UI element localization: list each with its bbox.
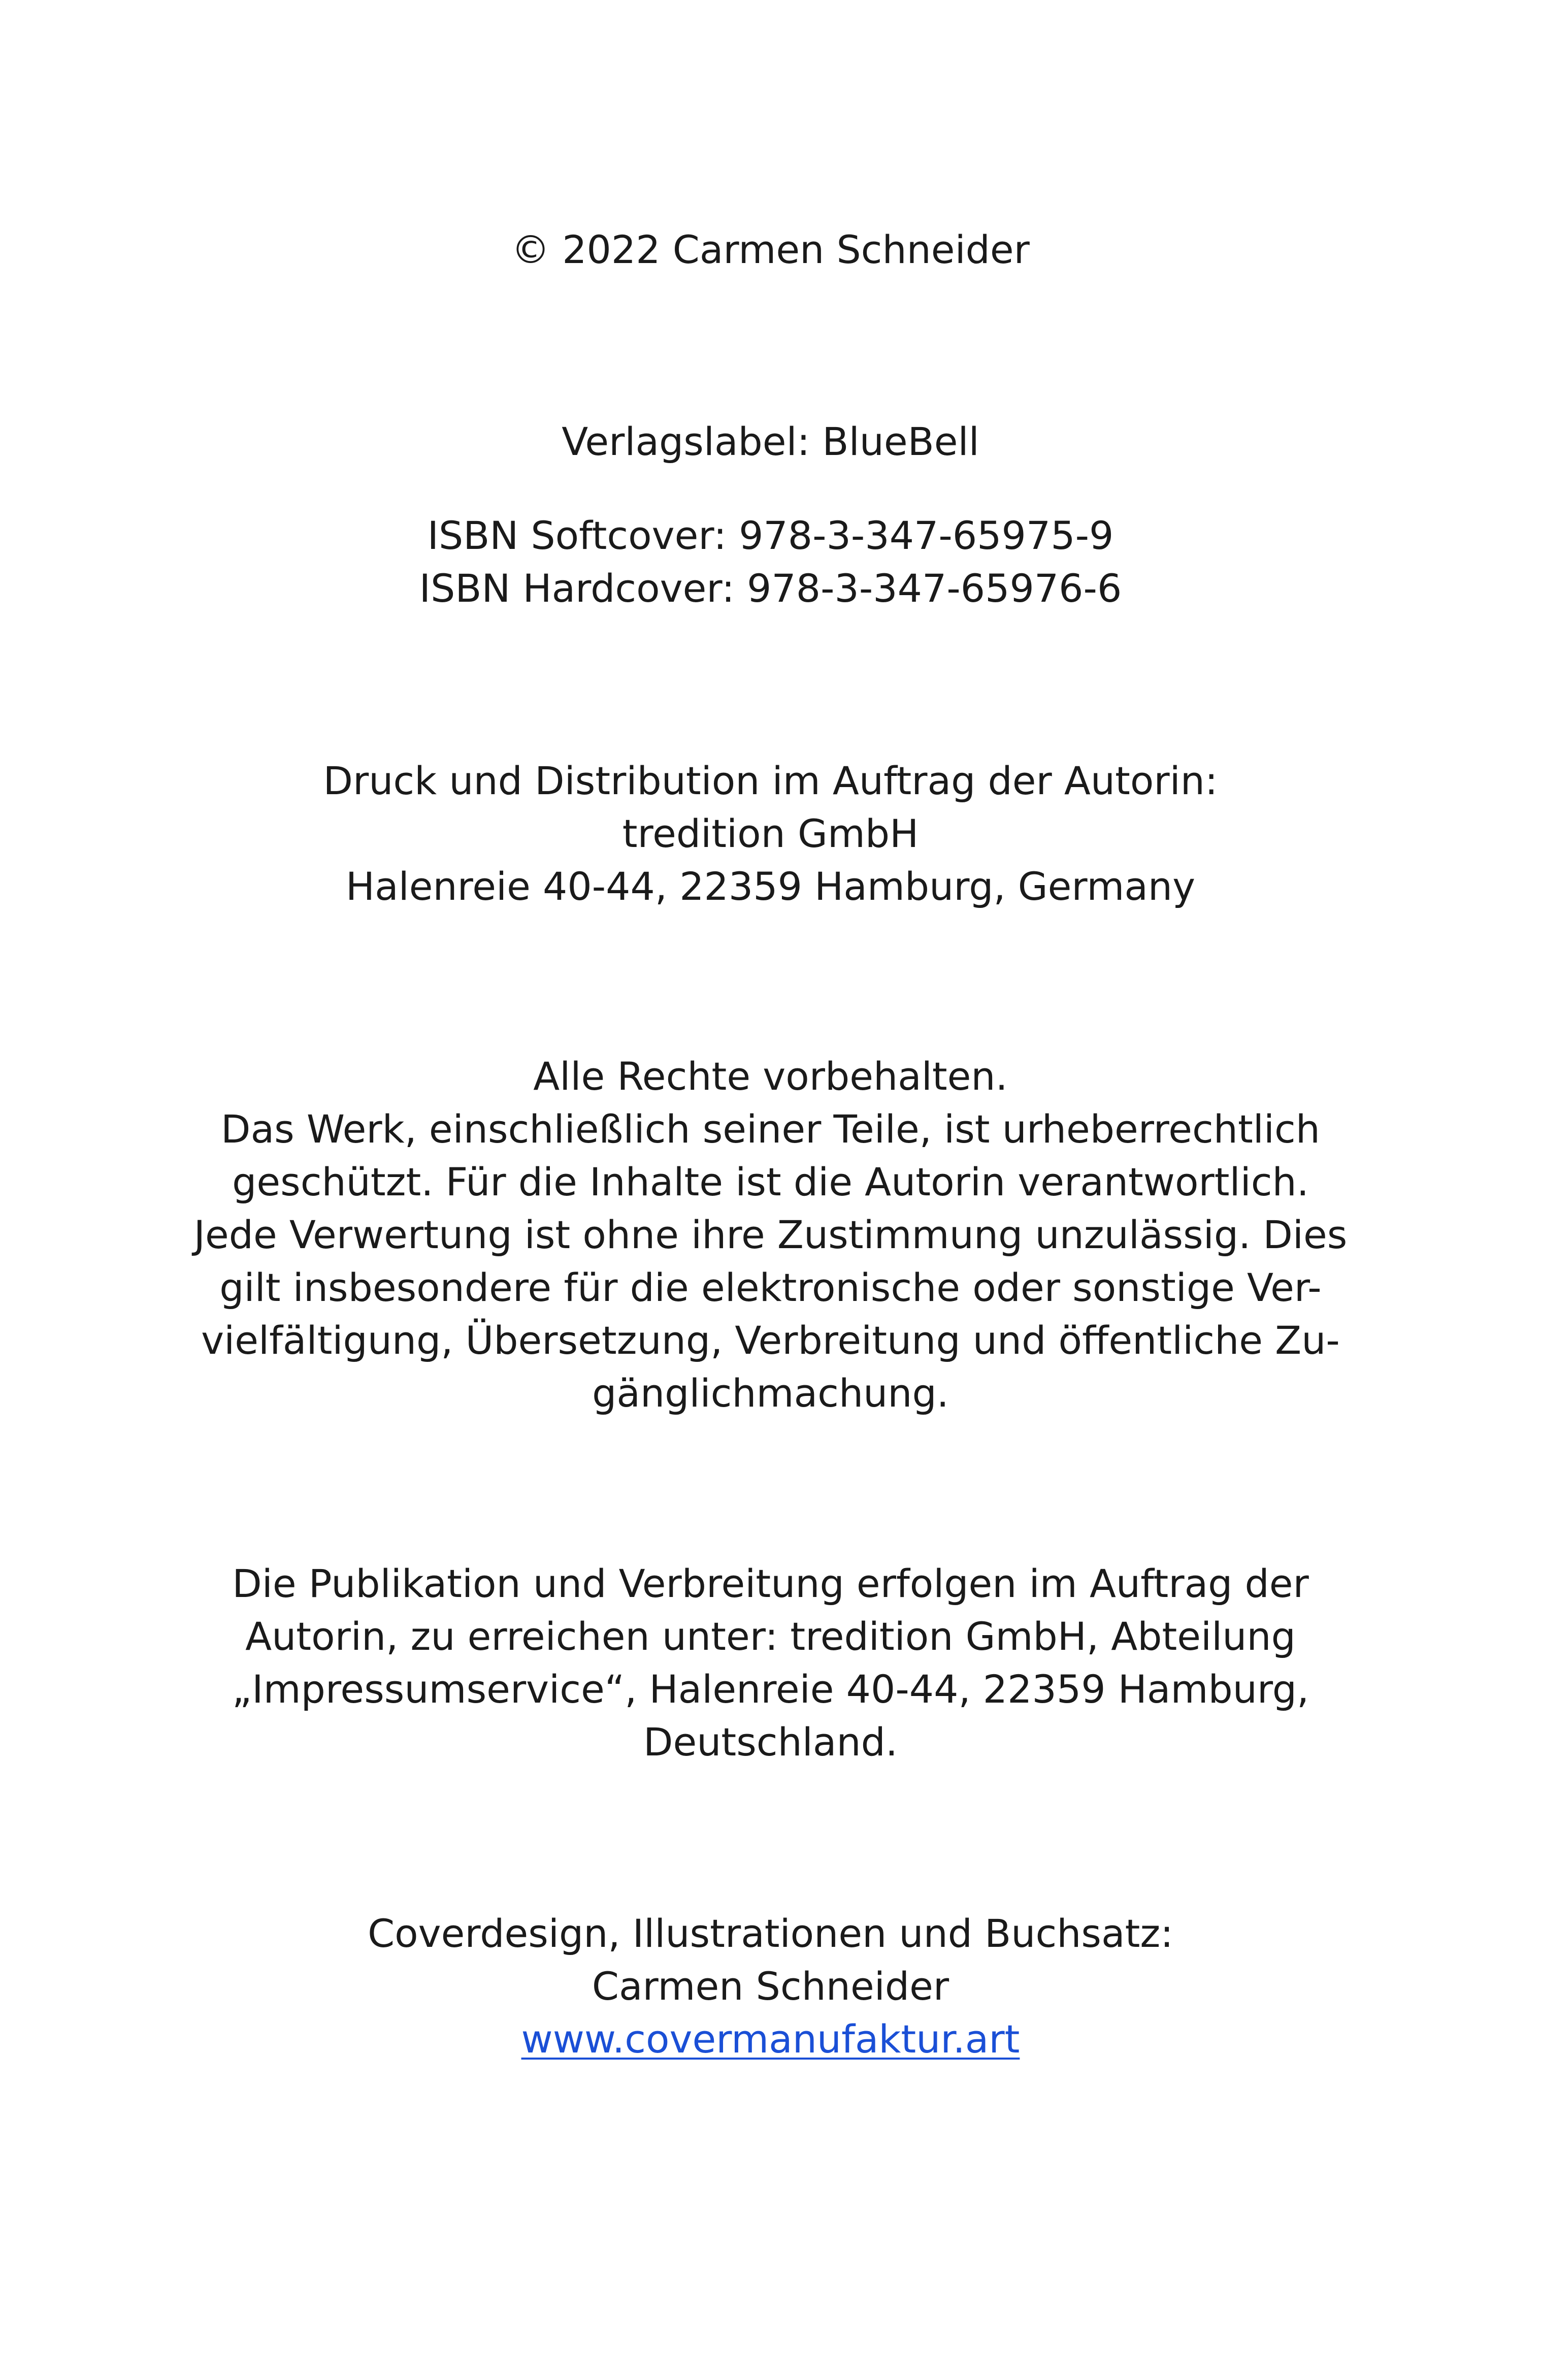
rights-line: Alle Rechte vorbehalten. <box>533 1054 1008 1099</box>
rights-line: geschützt. Für die Inhalte ist die Autorin verantwortlich. <box>232 1159 1309 1204</box>
website-link[interactable]: www.covermanufaktur.art <box>521 2016 1020 2062</box>
rights-line: vielfältigung, Übersetzung, Verbreitung und öffentliche Zu- <box>201 1318 1340 1363</box>
publication-line: Die Publikation und Verbreitung erfolgen im Auftrag der <box>232 1561 1309 1606</box>
copyright-notice: © 2022 Carmen Schneider <box>511 227 1030 272</box>
isbn-block <box>0 509 1541 615</box>
copyright-block <box>0 223 1541 276</box>
print-distribution-block <box>0 755 1541 913</box>
publication-block <box>0 1557 1541 1769</box>
printer-name: tredition GmbH <box>622 811 919 856</box>
publisher-label-block <box>0 415 1541 468</box>
design-credits-line: Coverdesign, Illustrationen und Buchsatz: <box>368 1911 1173 1956</box>
isbn-hardcover: ISBN Hardcover: 978-3-347-65976-6 <box>419 566 1122 611</box>
website-line <box>0 2013 1541 2066</box>
isbn-softcover: ISBN Softcover: 978-3-347-65975-9 <box>427 513 1114 558</box>
printer-address: Halenreie 40-44, 22359 Hamburg, Germany <box>345 864 1196 909</box>
print-distribution-line: Druck und Distribution im Auftrag der Autorin: <box>323 758 1218 803</box>
rights-line: Das Werk, einschließlich seiner Teile, ist urheberrechtlich <box>221 1106 1320 1152</box>
design-credits-block <box>0 1907 1541 2066</box>
rights-line: gänglichmachung. <box>592 1371 949 1416</box>
rights-block <box>0 1050 1541 1420</box>
publication-line: „Impressumservice“, Halenreie 40-44, 22359 Hamburg, <box>232 1667 1309 1712</box>
publication-line: Deutschland. <box>643 1719 898 1765</box>
designer-name: Carmen Schneider <box>592 1964 949 2009</box>
publisher-label: Verlagslabel: BlueBell <box>562 419 979 464</box>
rights-line: gilt insbesondere für die elektronische oder sonstige Ver- <box>219 1265 1322 1310</box>
rights-line: Jede Verwertung ist ohne ihre Zustimmung unzulässig. Dies <box>193 1212 1348 1257</box>
publication-line: Autorin, zu erreichen unter: tredition GmbH, Abteilung <box>245 1614 1296 1659</box>
